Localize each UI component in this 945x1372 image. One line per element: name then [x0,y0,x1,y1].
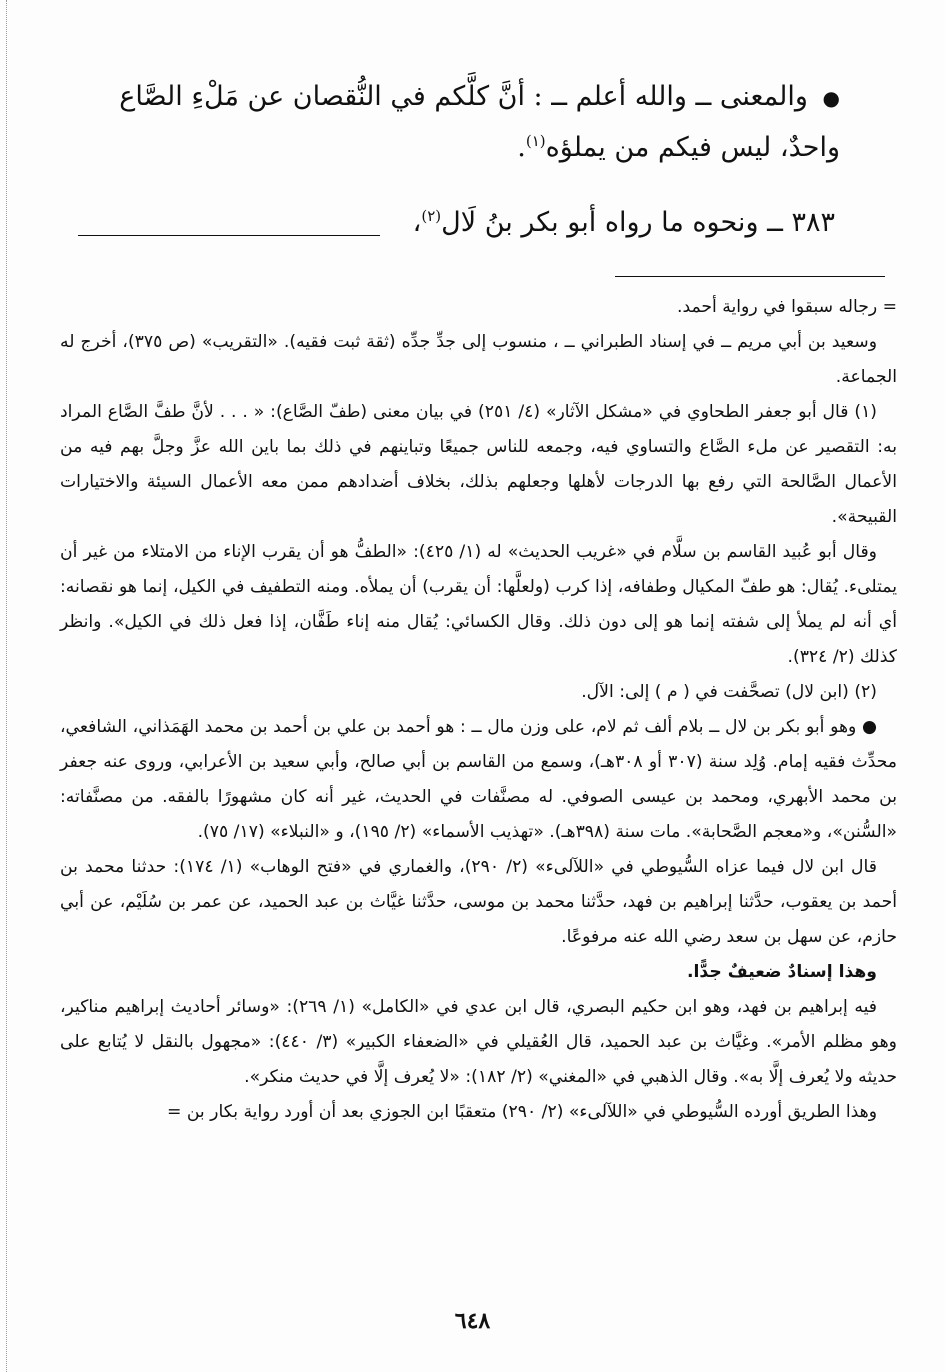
footnote-paragraph: وهذا الطريق أورده السُّيوطي في «اللآلىء» (٢/ ٢٩٠) متعقبًا ابن الجوزي بعد أن أورد رواية بكار بن = [166,1102,877,1122]
footnote-paragraph: وسعيد بن أبي مريم ــ في إسناد الطبراني ــ ، منسوب إلى جدِّ جدِّه (ثقة ثبت فقيه). «التقريب» (ص ٣٧٥)، أخرج له الجماعة. [60,332,897,387]
main-line-1: والمعنى ــ والله أعلم ــ : أنَّ كلَّكم في النُّقصان عن مَلْءِ الصَّاع واحدٌ، [119,81,840,163]
hadith-end-mark: ، [412,207,422,238]
footnote-continuation: = رجاله سبقوا في رواية أحمد. [676,297,897,317]
footnote-ref-2[interactable]: (٢) [421,207,442,225]
footnote-verdict: وهذا إسنادٌ ضعيفٌ جدًّا. [687,962,877,982]
hadith-text: ــ ونحوه ما رواه أبو بكر بنُ لَال [441,207,783,238]
hadith-number: ٣٨٣ [791,207,835,238]
main-paragraph [60,72,840,173]
footnote-2: (٢) (ابن لال) تصحَّفت في ( م ) إلى: الآل. [581,682,877,702]
footnote-separator [615,276,885,277]
footnotes-section [60,290,897,1130]
page-number: ٦٤٨ [454,1308,491,1334]
main-body-text [60,72,840,173]
page-edge-dots [6,0,7,1372]
footnote-paragraph: فيه إبراهيم بن فهد، وهو ابن حكيم البصري، قال ابن عدي في «الكامل» (١/ ٢٦٩): «وسائر أحاديث إبراهيم مناكير، وهو مظلم الأمر». وغيَّاث بن عبد الحميد، قال العُقيلي في «الضعفاء الكبير» (٣/ ٤٤٠): «مجهول بالنقل لا يُتابع على حديثه ولا يُعرف إلَّا به». وقال الذهبي في «المغني» (٢/ ١٨٢): «لا يُعرف إلَّا في حديث منكر». [60,997,897,1087]
main-line-2: ليس فيكم من يملؤه [545,132,772,163]
footnote-paragraph: وقال أبو عُبيد القاسم بن سلَّام في «غريب الحديث» له (١/ ٤٢٥): «الطفُّ هو أن يقرب الإناء من الامتلاء من غير أن يمتلىء. يُقال: هو طفّ المكيال وطفافه، إذا كرب (ولعلَّها: أن يقرب) أن يملأه. ومنه التطفيف في الكيل، إنما هو نقصانه: أي أنه لم يملأ إلى شفته إنما هو إلى دون ذلك. وقال الكسائي: يُقال منه إناء طَفَّان، إذا فعل ذلك في الكيل». وانظر كذلك (٢/ ٣٢٤). [60,542,897,667]
hadith-heading [85,198,835,248]
footnote-paragraph: ● وهو أبو بكر بن لال ــ بلام ألف ثم لام، على وزن مال ــ : هو أحمد بن علي بن أحمد بن محمد الهَمَذاني، الشافعي، محدِّث فقيه إمام. وُلِد سنة (٣٠٧ أو ٣٠٨هـ)، وسمع من القاسم بن أبي صالح، وأبي سعيد بن الأعرابي، وروى عنه جعفر بن محمد الأبهري، ومحمد بن عيسى الصوفي. له مصنَّفات في الحديث، غير أنه كان مشهورًا بالفقه. من مصنَّفاته: «السُّنن»، و«معجم الصَّحابة». مات سنة (٣٩٨هـ). «تهذيب الأسماء» (٢/ ١٩٥)، و «النبلاء» (١٧/ ٧٥). [60,717,897,842]
footnote-paragraph: قال ابن لال فيما عزاه السُّيوطي في «اللآلىء» (٢/ ٢٩٠)، والغماري في «فتح الوهاب» (١/ ١٧٤): حدثنا محمد بن أحمد بن يعقوب، حدَّثنا إبراهيم بن فهد، حدَّثنا محمد بن موسى، حدَّثنا غيَّاث بن عبد الحميد، عن عمر بن سُلَيْم، عن أبي حازم، عن سهل بن سعد رضي الله عنه مرفوعًا. [60,857,897,947]
main-end-mark: . [517,132,526,163]
footnote-ref-1[interactable]: (١) [525,132,546,150]
heading-continuation-line [78,235,380,236]
footnote-1: (١) قال أبو جعفر الطحاوي في «مشكل الآثار» (٤/ ٢٥١) في بيان معنى (طفّ الصَّاع): « . . . لأنَّ طفَّ الصَّاع المراد به: التقصير عن ملء الصَّاع والتساوي فيه، وجمعه للناس جميعًا وتباينهم في ذلك بما باين الله عزَّ وجلَّ بهم فيه من الأعمال الصَّالحة التي رفع بها الدرجات لأهلها وجعلهم بذلك، بخلاف أضدادهم ممن معه الأعمال السيئة والاختيارات القبيحة». [60,402,897,527]
bullet-icon: ● [822,86,840,110]
